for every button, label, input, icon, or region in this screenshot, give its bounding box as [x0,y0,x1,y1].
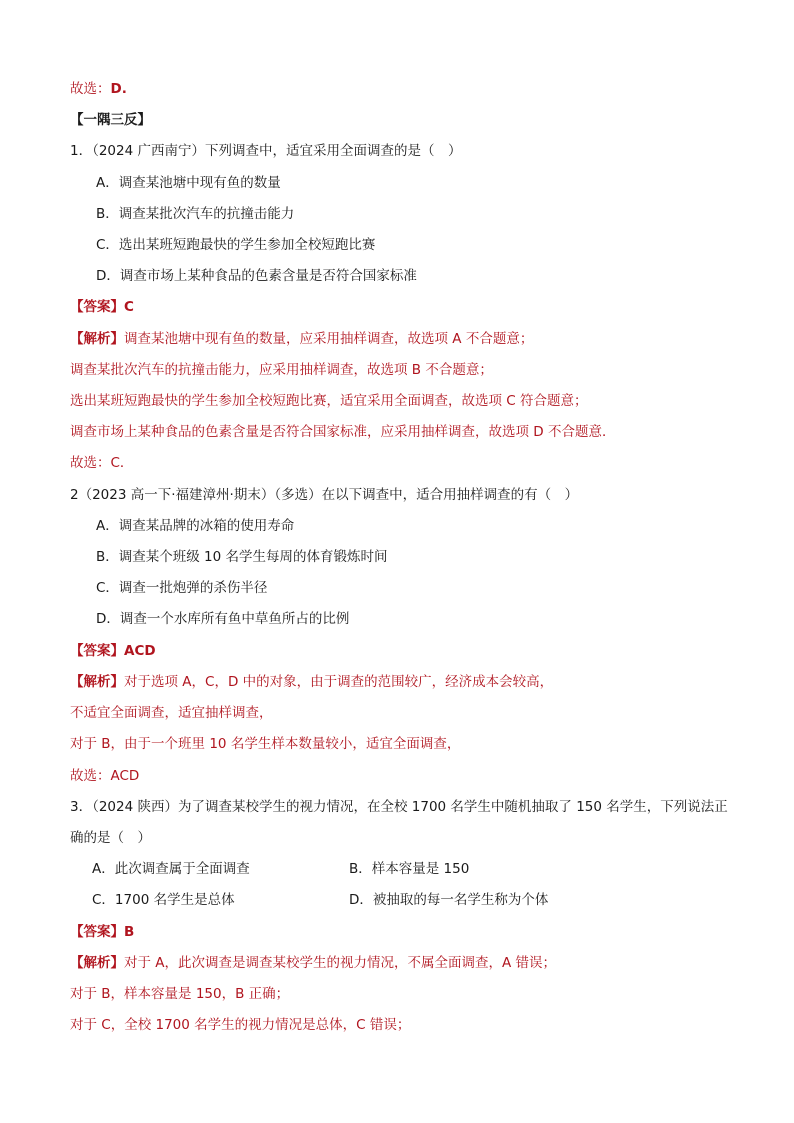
q2-analysis-line-3: 对于 B，由于一个班里 10 名学生样本数量较小，适宜全面调查， [70,736,461,752]
q2-option-d: D．调查一个水库所有鱼中草鱼所占的比例 [96,611,350,627]
q1-answer: 【答案】C [70,299,134,315]
previous-conclusion: 故选：D. [70,81,127,97]
q1-option-d: D．调查市场上某种食品的色素含量是否符合国家标准 [96,268,417,284]
q1-analysis-line-1: 【解析】调查某池塘中现有鱼的数量，应采用抽样调查，故选项 A 不合题意； [70,331,534,347]
q2-conclusion: 故选：ACD [70,768,140,784]
q3-option-b: B．样本容量是 150 [349,861,470,877]
q2-option-b: B．调查某个班级 10 名学生每周的体育锻炼时间 [96,549,388,565]
question-3-stem-line-2: 确的是（ ） [70,830,151,846]
q3-analysis-line-3: 对于 C，全校 1700 名学生的视力情况是总体，C 错误； [70,1017,411,1033]
q1-conclusion: 故选：C． [70,455,134,471]
q3-option-c: C．1700 名学生是总体 [92,892,235,908]
q3-option-a: A．此次调查属于全面调查 [92,861,250,877]
q2-option-c: C．调查一批炮弹的杀伤半径 [96,580,268,596]
q3-option-d: D．被抽取的每一名学生称为个体 [349,892,549,908]
question-2-stem: 2（2023 高一下·福建漳州·期末）（多选）在以下调查中，适合用抽样调查的有（ ） [70,487,579,503]
q2-option-a: A．调查某品牌的冰箱的使用寿命 [96,518,295,534]
q2-analysis-line-2: 不适宜全面调查，适宜抽样调查， [70,705,273,721]
q1-analysis-line-3: 选出某班短跑最快的学生参加全校短跑比赛，适宜采用全面调查，故选项 C 符合题意； [70,393,588,409]
q1-analysis-line-4: 调查市场上某种食品的色素含量是否符合国家标准，应采用抽样调查，故选项 D 不合题意． [70,424,616,440]
q1-option-b: B．调查某批次汽车的抗撞击能力 [96,206,295,222]
q3-analysis-line-1: 【解析】对于 A，此次调查是调查某校学生的视力情况，不属全面调查，A 错误； [70,955,557,971]
q1-analysis-line-2: 调查某批次汽车的抗撞击能力，应采用抽样调查，故选项 B 不合题意； [70,362,493,378]
q1-option-a: A．调查某池塘中现有鱼的数量 [96,175,281,191]
q3-analysis-line-2: 对于 B，样本容量是 150，B 正确； [70,986,290,1002]
q3-answer: 【答案】B [70,924,135,940]
question-1-stem: 1．（2024 广西南宁）下列调查中，适宜采用全面调查的是（ ） [70,143,462,159]
q1-option-c: C．选出某班短跑最快的学生参加全校短跑比赛 [96,237,376,253]
q2-analysis-line-1: 【解析】对于选项 A，C，D 中的对象，由于调查的范围较广，经济成本会较高， [70,674,554,690]
question-3-stem-line-1: 3．（2024 陕西）为了调查某校学生的视力情况，在全校 1700 名学生中随机抽取了 150 名学生，下列说法正 [70,799,728,815]
section-title: 【一隅三反】 [70,112,151,128]
q2-answer: 【答案】ACD [70,643,156,659]
